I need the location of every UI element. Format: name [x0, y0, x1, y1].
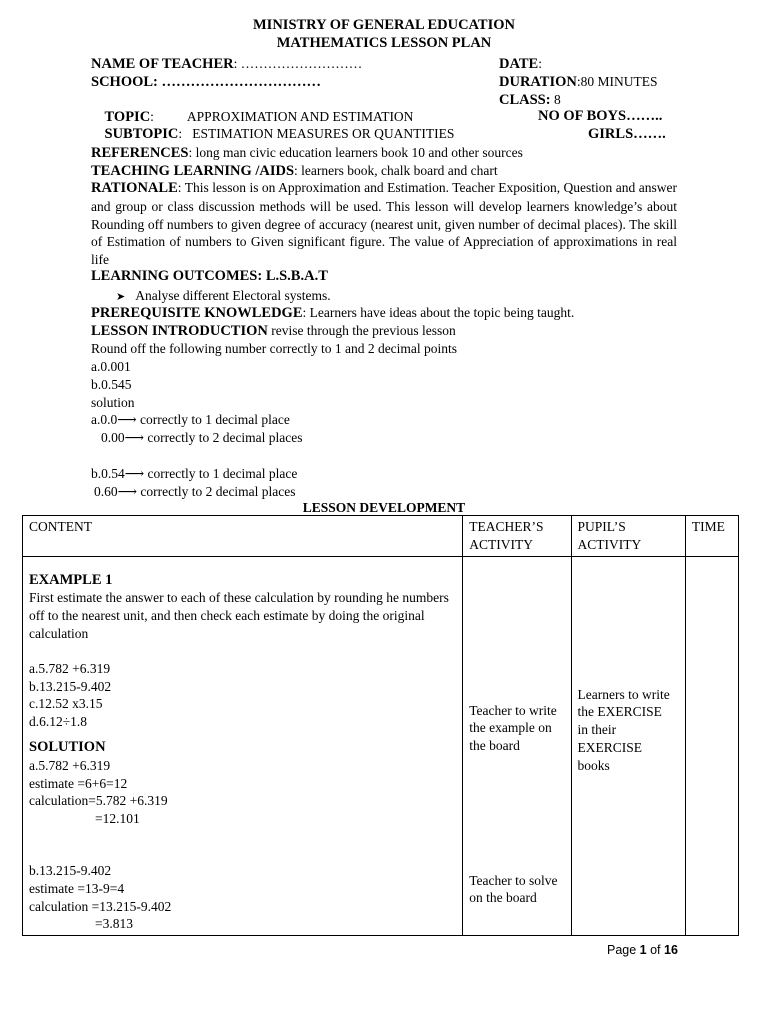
intro-line-8: 0.60⟶ correctly to 2 decimal places [94, 484, 296, 499]
boys-label: NO OF BOYS…….. [538, 108, 663, 124]
girls-label: GIRLS……. [588, 126, 666, 142]
table-header-row [23, 516, 739, 557]
page-total: 16 [664, 943, 678, 957]
solution-b-line-2: estimate =13-9=4 [29, 880, 125, 896]
solution-a-line-2: estimate =6+6=12 [29, 775, 128, 791]
page-number [607, 943, 678, 957]
pupil-activity-cell [571, 556, 685, 936]
plan-title: MATHEMATICS LESSON PLAN [276, 35, 492, 51]
table-row [23, 556, 739, 936]
date-label: DATE [499, 56, 539, 72]
example-text: First estimate the answer to each of these calculation by rounding he numbers off to the nearest unit, and then check each estimate by doing the original calculation [29, 590, 449, 641]
learning-outcomes-label: LEARNING OUTCOMES: L.S.B.A.T [91, 268, 328, 284]
solution-b-line-3: calculation =13.215-9.402 [29, 898, 172, 914]
header-time: TIME [685, 516, 738, 557]
question-b: b.13.215-9.402 [29, 678, 112, 694]
class-line [499, 91, 561, 109]
references-text: : long man civic education learners book 10 and other sources [188, 145, 523, 160]
introduction-label: LESSON INTRODUCTION [91, 323, 268, 339]
solution-b-line-4: =3.813 [95, 916, 133, 932]
intro-line-7: b.0.54⟶ correctly to 1 decimal place [91, 466, 298, 481]
references-line [91, 144, 523, 162]
references-label: REFERENCES [91, 145, 189, 161]
intro-line-5: a.0.0⟶ correctly to 1 decimal place [91, 412, 290, 427]
example-title: EXAMPLE 1 [29, 571, 113, 588]
rationale-text: : This lesson is on Approximation and Estimation. Teacher Exposition, Question and answer and group or class discussion methods will be used. This lesson will develop learners knowledge’s about Rounding off numbers to given degree of accuracy (nearest unit, given number of decimal places). The skill of Estimation of numbers to Given significant figure. The value of Appreciation of approximations in real life [91, 180, 677, 268]
solution-b-line-1: b.13.215-9.402 [29, 862, 112, 878]
school-line [91, 73, 321, 91]
topic-value: : APPROXIMATION AND ESTIMATION [150, 109, 414, 124]
teacher-activity-2: Teacher to solve on the board [469, 872, 558, 906]
page-word: Page [607, 943, 640, 957]
page-current: 1 [639, 943, 647, 957]
subtopic-label: SUBTOPIC [104, 126, 179, 142]
rationale-paragraph [91, 179, 677, 269]
teacher-activity-cell [463, 556, 571, 936]
time-cell [685, 556, 738, 936]
question-a: a.5.782 +6.319 [29, 660, 111, 676]
lesson-development-table [22, 515, 739, 936]
content-cell [23, 556, 463, 936]
class-value: 8 [550, 92, 561, 107]
teacher-label: NAME OF TEACHER [91, 56, 234, 72]
solution-a-line-3: calculation=5.782 +6.319 [29, 793, 168, 809]
learning-outcome-text: Analyse different Electoral systems. [135, 288, 331, 303]
rationale-label: RATIONALE [91, 180, 178, 196]
date-value: : [538, 56, 542, 71]
lesson-development-title: LESSON DEVELOPMENT [302, 500, 466, 515]
ministry-title: MINISTRY OF GENERAL EDUCATION [253, 17, 515, 33]
header-pupil-activity: PUPIL’S ACTIVITY [571, 516, 685, 557]
introduction-text: revise through the previous lesson [267, 323, 456, 338]
duration-line [499, 73, 658, 91]
teaching-aids-line [91, 162, 498, 180]
header-teacher-activity: TEACHER’S ACTIVITY [463, 516, 571, 557]
duration-label: DURATION [499, 74, 577, 90]
prerequisite-label: PREREQUISITE KNOWLEDGE [91, 305, 303, 321]
teacher-name-line [91, 55, 362, 73]
teacher-value: : ……………………… [233, 56, 363, 71]
intro-line-4: solution [91, 395, 135, 410]
class-label: CLASS: [499, 92, 551, 108]
prerequisite-text: : Learners have ideas about the topic being taught. [302, 305, 575, 320]
prerequisite-line [91, 304, 574, 322]
topic-label: TOPIC [104, 109, 151, 125]
school-label: SCHOOL: [91, 74, 158, 90]
duration-value: :80 MINUTES [576, 74, 658, 89]
solution-title: SOLUTION [29, 738, 106, 755]
page-of: of [646, 943, 664, 957]
school-value: …………………………… [157, 74, 321, 90]
arrow-bullet-icon: ➤ [116, 291, 126, 303]
introduction-line [91, 322, 456, 340]
teaching-aids-label: TEACHING LEARNING /AIDS [91, 163, 295, 179]
intro-line-2: a.0.001 [91, 359, 131, 374]
header-content: CONTENT [23, 516, 463, 557]
subtopic-value: : ESTIMATION MEASURES OR QUANTITIES [178, 126, 455, 141]
question-d: d.6.12÷1.8 [29, 714, 88, 730]
intro-line-3: b.0.545 [91, 377, 132, 392]
question-c: c.12.52 x3.15 [29, 696, 103, 712]
intro-line-1: Round off the following number correctly to 1 and 2 decimal points [91, 341, 458, 356]
intro-line-6: 0.00⟶ correctly to 2 decimal places [101, 430, 303, 445]
solution-a-line-4: =12.101 [95, 811, 140, 827]
solution-a-line-1: a.5.782 +6.319 [29, 757, 111, 773]
date-line [499, 55, 542, 73]
pupil-activity-text: Learners to write the EXERCISE in their EXERCISE books [577, 686, 670, 773]
teaching-aids-text: : learners book, chalk board and chart [294, 163, 498, 178]
teacher-activity-1: Teacher to write the example on the board [469, 702, 557, 754]
